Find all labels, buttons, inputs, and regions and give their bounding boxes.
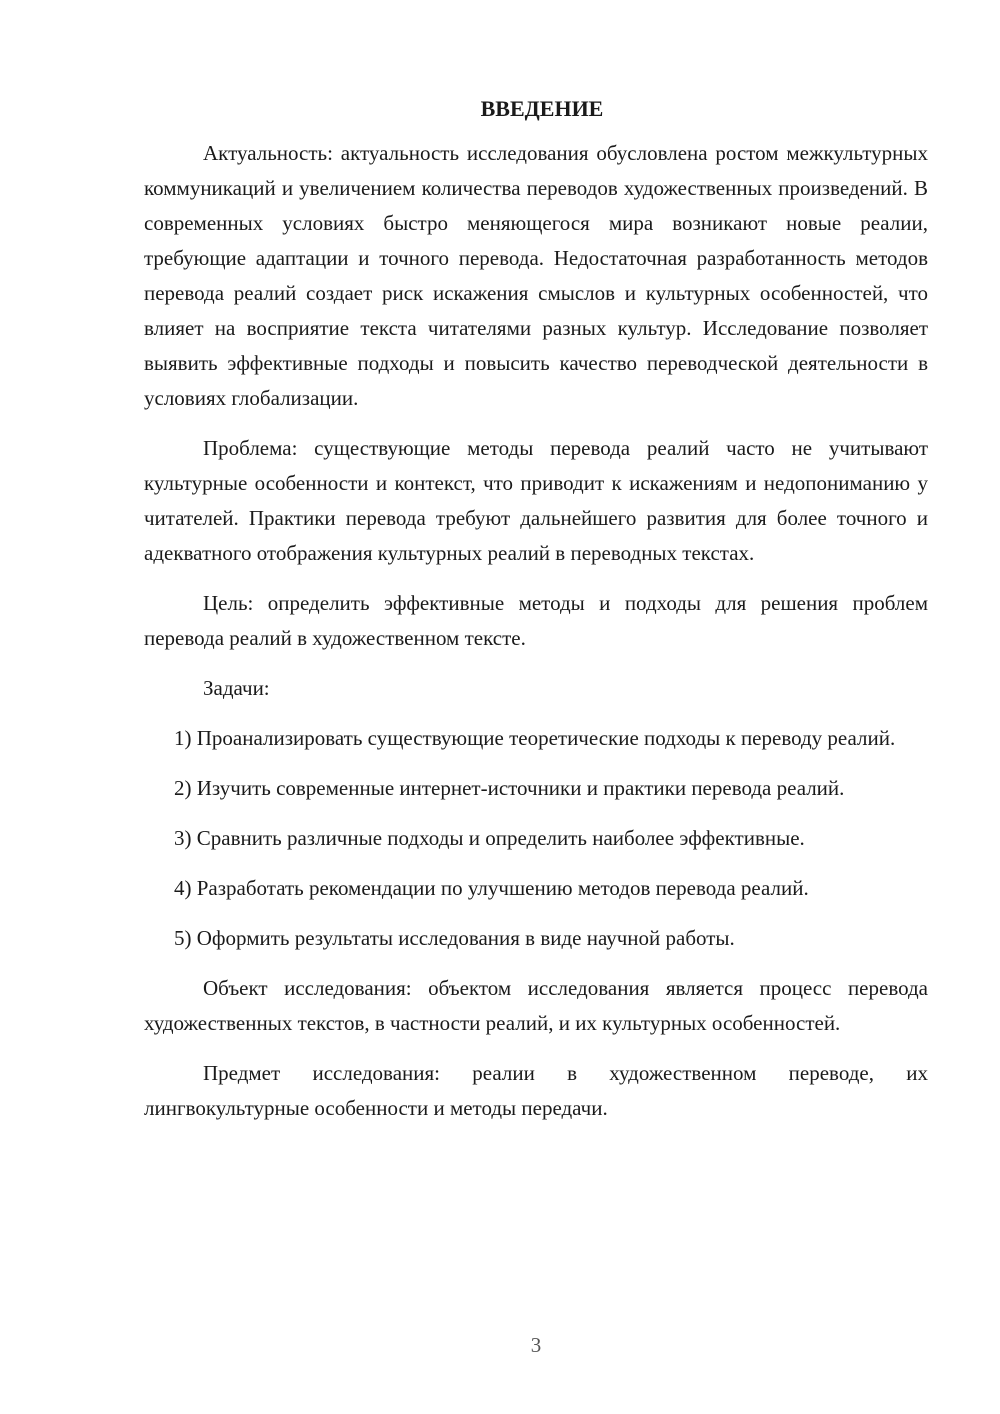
relevance-paragraph: Актуальность: актуальность исследования обусловлена ростом межкультурных коммуникаций и увеличением количества переводов художественных произведений. В современных условиях быстро меняющегося мира возникают новые реалии, требующие адаптации и точного перевода. Недостаточная разработанность методов перевода реалий создает риск искажения смыслов и культурных особенностей, что влияет на восприятие текста читателями разных культур. Исследование позволяет выявить эффективные подходы и повысить качество переводческой деятельности в условиях глобализации. (144, 141, 928, 410)
problem-paragraph: Проблема: существующие методы перевода реалий часто не учитывают культурные особенности и контекст, что приводит к искажениям и недопониманию у читателей. Практики перевода требуют дальнейшего развития для более точного и адекватного отображения культурных реалий в переводных текстах. (144, 436, 928, 565)
object-paragraph: Объект исследования: объектом исследования является процесс перевода художественных текстов, в частности реалий, и их культурных особенностей. (144, 976, 928, 1035)
task-item: 3) Сравнить различные подходы и определить наиболее эффективные. (174, 826, 805, 850)
page-title: ВВЕДЕНИЕ (480, 96, 604, 121)
goal-paragraph: Цель: определить эффективные методы и подходы для решения проблем перевода реалий в художественном тексте. (144, 591, 928, 650)
tasks-heading: Задачи: (203, 676, 270, 700)
task-item: 5) Оформить результаты исследования в виде научной работы. (174, 926, 735, 950)
page-number: 3 (530, 1333, 542, 1357)
task-item: 4) Разработать рекомендации по улучшению методов перевода реалий. (174, 876, 809, 900)
task-item: 2) Изучить современные интернет-источники и практики перевода реалий. (174, 776, 845, 800)
subject-paragraph: Предмет исследования: реалии в художественном переводе, их лингвокультурные особенности и методы передачи. (144, 1061, 928, 1120)
task-item: 1) Проанализировать существующие теоретические подходы к переводу реалий. (174, 726, 896, 750)
